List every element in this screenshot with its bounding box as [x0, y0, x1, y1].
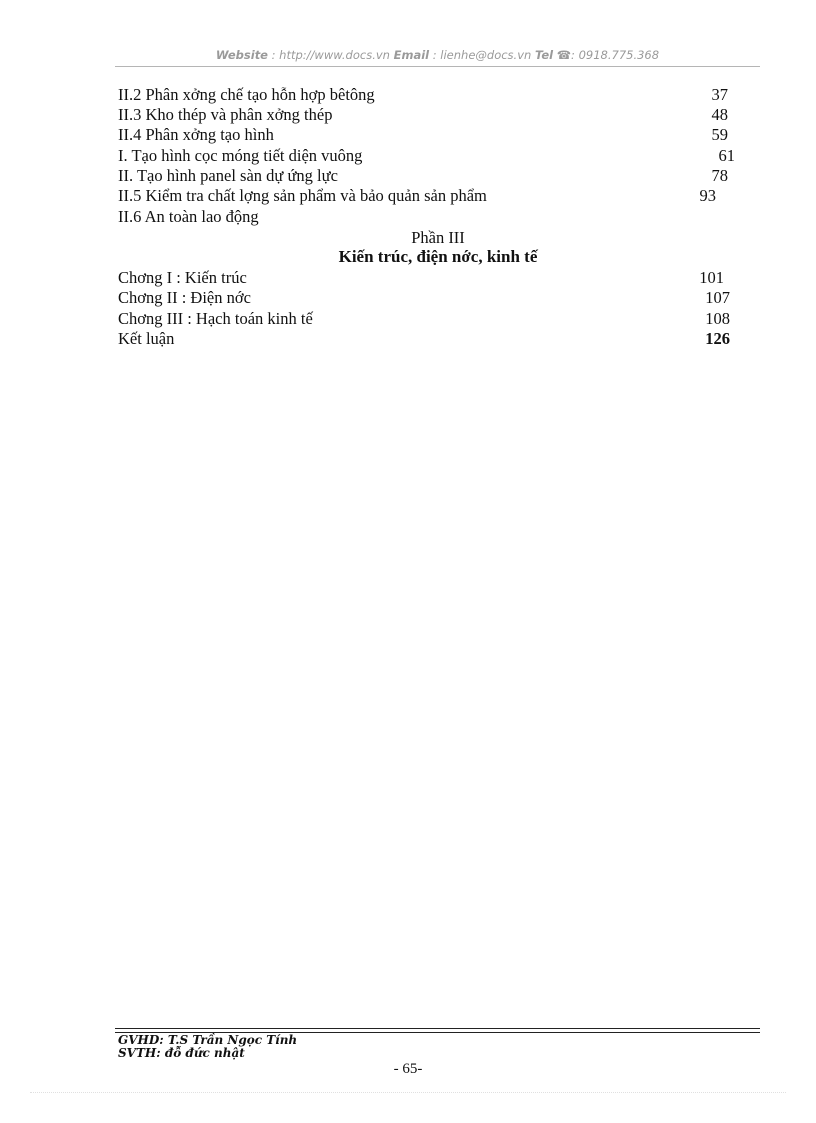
email-value: : lienhe@docs.vn — [429, 48, 535, 62]
chapter-row — [118, 268, 738, 288]
toc-row-label: II.5 Kiểm tra chất lợng sản phẩm và bảo quản sản phẩm — [118, 186, 487, 205]
toc-row — [118, 125, 738, 145]
toc-row — [118, 186, 738, 206]
chapter-label: Chơng III : Hạch toán kinh tế — [118, 309, 313, 328]
chapter-page: 108 — [705, 309, 730, 328]
part-number: Phần III — [411, 228, 465, 247]
email-label: Email — [393, 48, 430, 62]
toc-row — [118, 207, 738, 227]
chapter-page: 107 — [705, 288, 730, 307]
toc-row-page: 48 — [711, 105, 728, 124]
toc-row-label: II.3 Kho thép và phân xởng thép — [118, 105, 333, 124]
bottom-divider — [30, 1092, 786, 1093]
phone-icon: ☎ — [556, 48, 572, 62]
website-value: : http://www.docs.vn — [268, 48, 394, 62]
chapter-page: 101 — [699, 268, 724, 287]
chapter-label: Chơng II : Điện nớc — [118, 288, 251, 307]
footer-rule — [115, 1028, 760, 1029]
chapter-row — [118, 309, 738, 329]
chapter-label: Kết luận — [118, 329, 175, 348]
chapter-row — [118, 329, 738, 349]
toc-row — [118, 105, 738, 125]
tel-value: : 0918.775.368 — [571, 48, 660, 62]
chapter-label: Chơng I : Kiến trúc — [118, 268, 247, 287]
toc-row-label: II.2 Phân xởng chế tạo hỗn hợp bêtông — [118, 85, 375, 104]
website-label: Website — [215, 48, 268, 62]
footer-student: SVTH: đỗ đức nhật — [118, 1046, 245, 1060]
toc-row-label: II. Tạo hình panel sàn dự ứng lực — [118, 166, 338, 185]
toc-row-page: 61 — [718, 146, 735, 165]
toc-row-page: 93 — [699, 186, 716, 205]
header-rule — [115, 66, 760, 67]
footer-supervisor: GVHD: T.S Trần Ngọc Tính — [118, 1033, 298, 1047]
toc-row-label: II.4 Phân xởng tạo hình — [118, 125, 274, 144]
toc-row — [118, 146, 738, 166]
chapter-row — [118, 288, 738, 308]
chapter-page: 126 — [705, 329, 730, 348]
toc-row — [118, 166, 738, 186]
toc-row-label: II.6 An toàn lao động — [118, 207, 259, 226]
tel-label: Tel — [534, 48, 554, 62]
toc-row — [118, 85, 738, 105]
part-title: Kiến trúc, điện nớc, kinh tế — [338, 247, 538, 266]
toc-row-page: 78 — [711, 166, 728, 185]
toc-row-page: 37 — [711, 85, 728, 104]
toc-row-label: I. Tạo hình cọc móng tiết diện vuông — [118, 146, 363, 165]
page-number: - 65- — [393, 1061, 423, 1077]
page-header — [115, 48, 760, 62]
toc-row-page: 59 — [711, 125, 728, 144]
